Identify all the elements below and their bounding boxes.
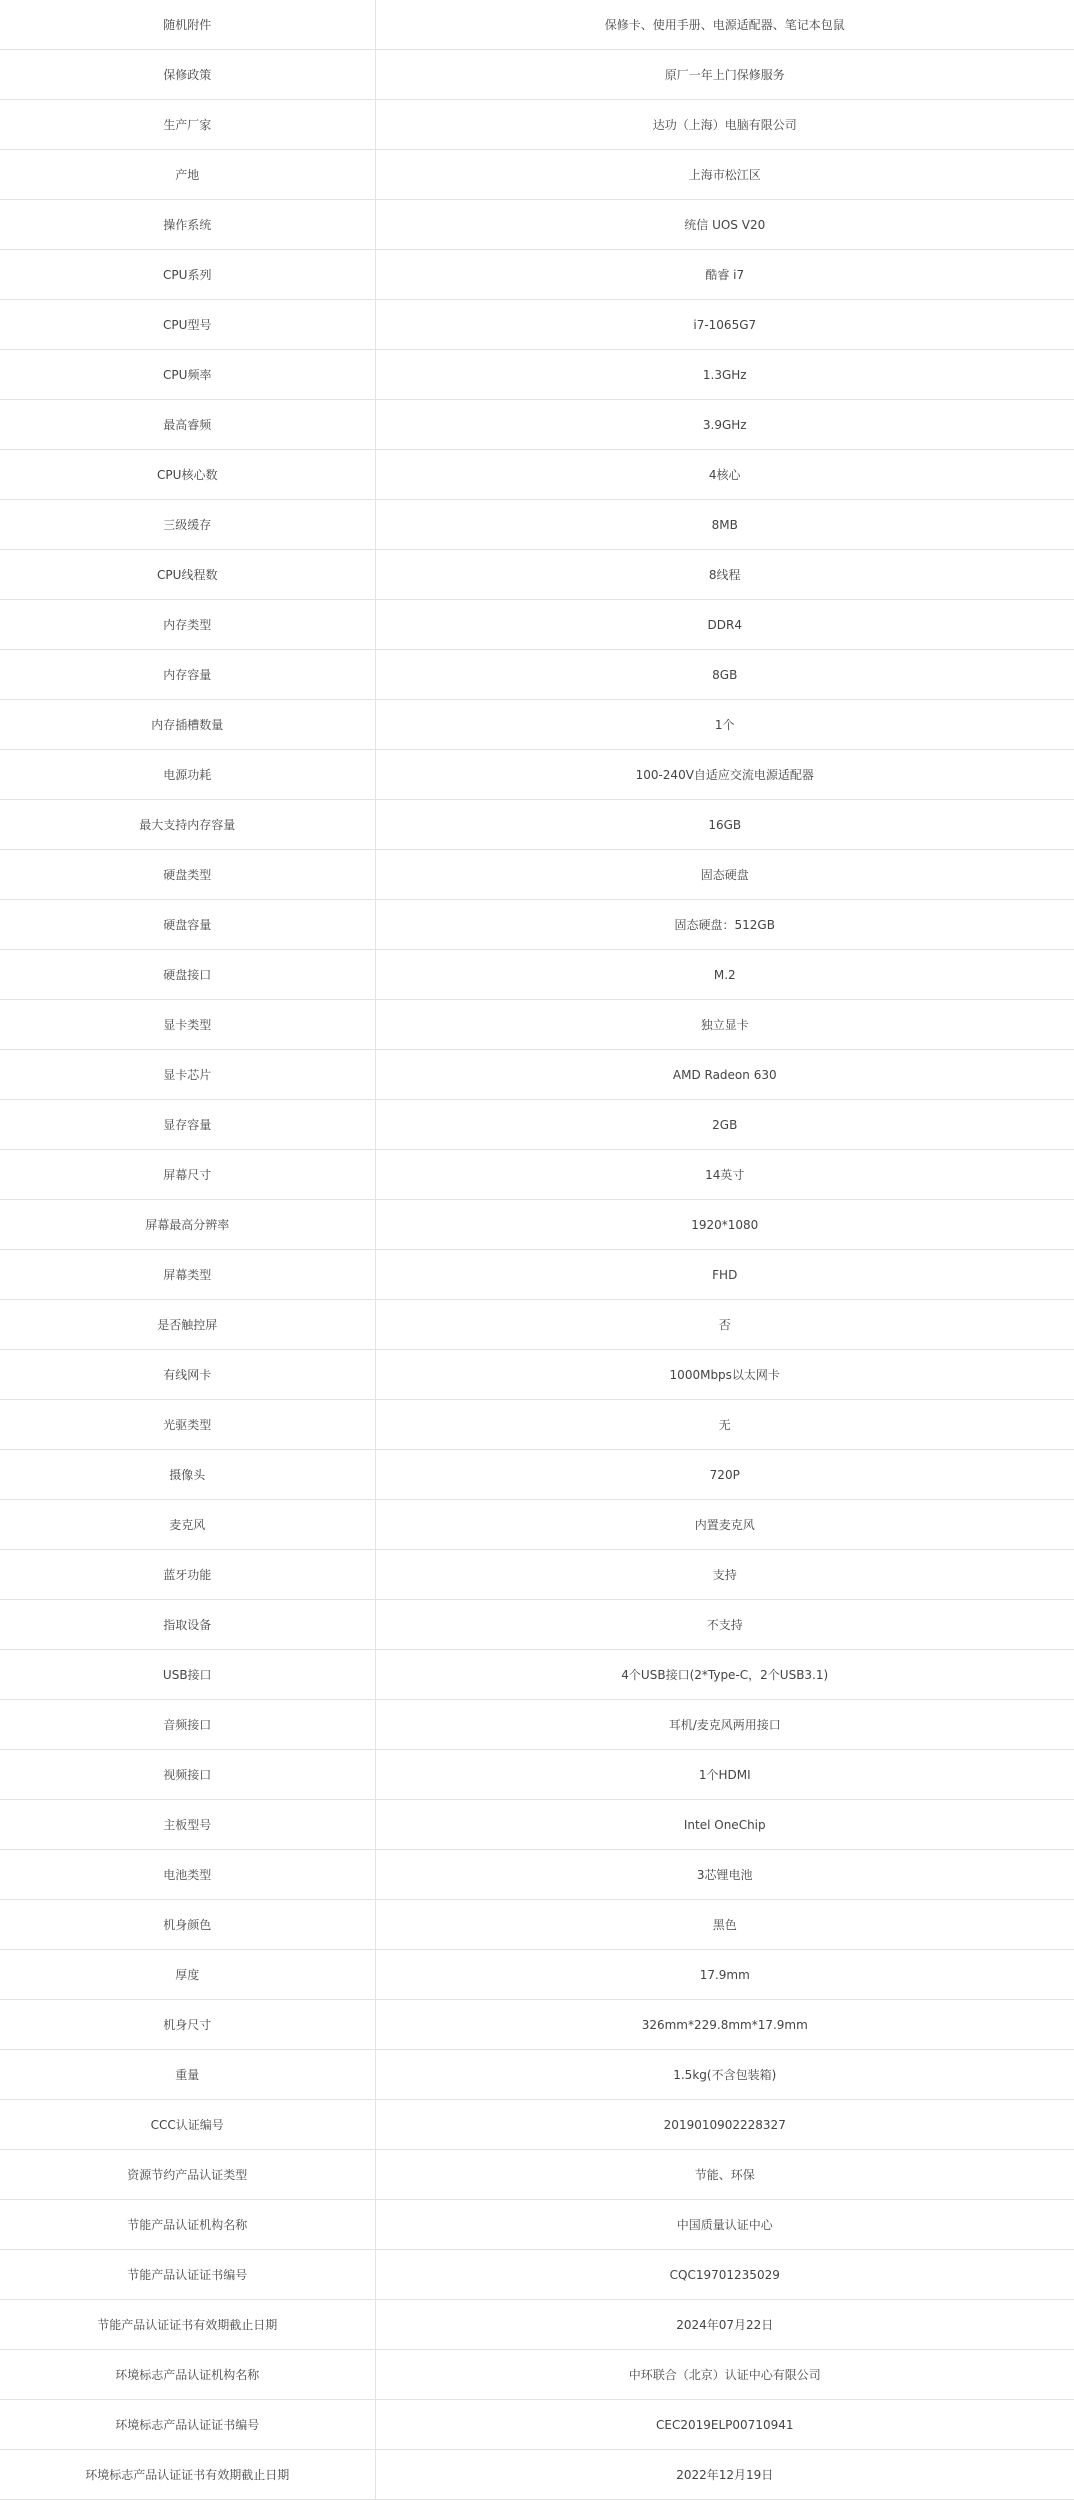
spec-row [0, 500, 1074, 550]
spec-value: 100-240V自适应交流电源适配器 [375, 750, 1074, 800]
spec-row [0, 0, 1074, 50]
spec-row [0, 2200, 1074, 2250]
spec-row [0, 1000, 1074, 1050]
spec-value: 326mm*229.8mm*17.9mm [375, 2000, 1074, 2050]
spec-label: 最大支持内存容量 [0, 800, 375, 850]
spec-value: 8线程 [375, 550, 1074, 600]
spec-row [0, 1550, 1074, 1600]
spec-label: 主板型号 [0, 1800, 375, 1850]
spec-label: 机身颜色 [0, 1900, 375, 1950]
spec-value: AMD Radeon 630 [375, 1050, 1074, 1100]
spec-value: 3.9GHz [375, 400, 1074, 450]
spec-label: CPU型号 [0, 300, 375, 350]
spec-value: 达功（上海）电脑有限公司 [375, 100, 1074, 150]
spec-value: 1.3GHz [375, 350, 1074, 400]
spec-value: 不支持 [375, 1600, 1074, 1650]
spec-row [0, 1850, 1074, 1900]
spec-row [0, 1250, 1074, 1300]
spec-value: 8MB [375, 500, 1074, 550]
spec-label: 三级缓存 [0, 500, 375, 550]
spec-row [0, 800, 1074, 850]
spec-row [0, 1350, 1074, 1400]
spec-value: 支持 [375, 1550, 1074, 1600]
spec-row [0, 1100, 1074, 1150]
spec-value: 中国质量认证中心 [375, 2200, 1074, 2250]
spec-label: 节能产品认证机构名称 [0, 2200, 375, 2250]
spec-row [0, 600, 1074, 650]
spec-row [0, 250, 1074, 300]
spec-row [0, 650, 1074, 700]
spec-label: 视频接口 [0, 1750, 375, 1800]
spec-label: 电池类型 [0, 1850, 375, 1900]
spec-row [0, 850, 1074, 900]
spec-row [0, 1300, 1074, 1350]
spec-label: 音频接口 [0, 1700, 375, 1750]
spec-row [0, 750, 1074, 800]
spec-value: CEC2019ELP00710941 [375, 2400, 1074, 2450]
spec-value: CQC19701235029 [375, 2250, 1074, 2300]
spec-row [0, 350, 1074, 400]
spec-row [0, 1800, 1074, 1850]
spec-value: 否 [375, 1300, 1074, 1350]
spec-label: 是否触控屏 [0, 1300, 375, 1350]
spec-row [0, 1400, 1074, 1450]
spec-row [0, 1750, 1074, 1800]
spec-label: 硬盘类型 [0, 850, 375, 900]
spec-row [0, 1050, 1074, 1100]
spec-label: 麦克风 [0, 1500, 375, 1550]
spec-label: USB接口 [0, 1650, 375, 1700]
spec-value: 16GB [375, 800, 1074, 850]
spec-value: 固态硬盘：512GB [375, 900, 1074, 950]
spec-value: 保修卡、使用手册、电源适配器、笔记本包鼠 [375, 0, 1074, 50]
spec-label: 厚度 [0, 1950, 375, 2000]
spec-label: 指取设备 [0, 1600, 375, 1650]
spec-value: Intel OneChip [375, 1800, 1074, 1850]
spec-value: 固态硬盘 [375, 850, 1074, 900]
spec-label: 环境标志产品认证证书编号 [0, 2400, 375, 2450]
spec-row [0, 1450, 1074, 1500]
spec-label: 重量 [0, 2050, 375, 2100]
spec-row [0, 2250, 1074, 2300]
spec-row [0, 1500, 1074, 1550]
spec-label: 生产厂家 [0, 100, 375, 150]
spec-label: CPU核心数 [0, 450, 375, 500]
spec-label: 电源功耗 [0, 750, 375, 800]
spec-row [0, 1900, 1074, 1950]
spec-label: 内存插槽数量 [0, 700, 375, 750]
spec-value: 4核心 [375, 450, 1074, 500]
spec-value: 14英寸 [375, 1150, 1074, 1200]
spec-row [0, 2000, 1074, 2050]
spec-label: 内存类型 [0, 600, 375, 650]
spec-label: 显存容量 [0, 1100, 375, 1150]
spec-row [0, 2150, 1074, 2200]
spec-value: 上海市松江区 [375, 150, 1074, 200]
spec-label: 有线网卡 [0, 1350, 375, 1400]
spec-value: 无 [375, 1400, 1074, 1450]
spec-row [0, 100, 1074, 150]
spec-label: 产地 [0, 150, 375, 200]
spec-label: 屏幕最高分辨率 [0, 1200, 375, 1250]
spec-label: 显卡类型 [0, 1000, 375, 1050]
spec-value: 内置麦克风 [375, 1500, 1074, 1550]
spec-value: 中环联合（北京）认证中心有限公司 [375, 2350, 1074, 2400]
spec-label: 保修政策 [0, 50, 375, 100]
spec-row [0, 550, 1074, 600]
spec-value: 4个USB接口(2*Type-C，2个USB3.1) [375, 1650, 1074, 1700]
spec-label: 蓝牙功能 [0, 1550, 375, 1600]
spec-row [0, 50, 1074, 100]
spec-row [0, 1950, 1074, 2000]
spec-row [0, 400, 1074, 450]
spec-row [0, 1600, 1074, 1650]
spec-label: 机身尺寸 [0, 2000, 375, 2050]
spec-row [0, 150, 1074, 200]
spec-row [0, 2400, 1074, 2450]
spec-value: 2GB [375, 1100, 1074, 1150]
spec-value: 1个 [375, 700, 1074, 750]
spec-label: 节能产品认证证书有效期截止日期 [0, 2300, 375, 2350]
spec-row [0, 2100, 1074, 2150]
spec-value: 2024年07月22日 [375, 2300, 1074, 2350]
spec-value: 原厂一年上门保修服务 [375, 50, 1074, 100]
spec-value: 2022年12月19日 [375, 2450, 1074, 2500]
spec-row [0, 2300, 1074, 2350]
spec-row [0, 1200, 1074, 1250]
spec-value: M.2 [375, 950, 1074, 1000]
spec-value: DDR4 [375, 600, 1074, 650]
spec-label: 摄像头 [0, 1450, 375, 1500]
spec-label: 内存容量 [0, 650, 375, 700]
spec-value: 1920*1080 [375, 1200, 1074, 1250]
spec-label: 显卡芯片 [0, 1050, 375, 1100]
spec-label: 资源节约产品认证类型 [0, 2150, 375, 2200]
spec-value: 黑色 [375, 1900, 1074, 1950]
spec-label: 屏幕类型 [0, 1250, 375, 1300]
spec-label: CPU线程数 [0, 550, 375, 600]
spec-row [0, 300, 1074, 350]
spec-value: 1个HDMI [375, 1750, 1074, 1800]
spec-value: 1000Mbps以太网卡 [375, 1350, 1074, 1400]
spec-value: 酷睿 i7 [375, 250, 1074, 300]
spec-label: 最高睿频 [0, 400, 375, 450]
spec-label: 环境标志产品认证证书有效期截止日期 [0, 2450, 375, 2500]
spec-row [0, 2350, 1074, 2400]
spec-value: 1.5kg(不含包装箱) [375, 2050, 1074, 2100]
spec-row [0, 1150, 1074, 1200]
spec-value: 节能、环保 [375, 2150, 1074, 2200]
spec-row [0, 1700, 1074, 1750]
spec-value: FHD [375, 1250, 1074, 1300]
spec-value: 统信 UOS V20 [375, 200, 1074, 250]
spec-row [0, 950, 1074, 1000]
spec-label: 硬盘接口 [0, 950, 375, 1000]
spec-label: 随机附件 [0, 0, 375, 50]
spec-label: 光驱类型 [0, 1400, 375, 1450]
spec-label: 硬盘容量 [0, 900, 375, 950]
spec-value: 独立显卡 [375, 1000, 1074, 1050]
spec-value: i7-1065G7 [375, 300, 1074, 350]
spec-row [0, 2050, 1074, 2100]
spec-row [0, 2450, 1074, 2500]
spec-label: 屏幕尺寸 [0, 1150, 375, 1200]
spec-label: 环境标志产品认证机构名称 [0, 2350, 375, 2400]
spec-value: 8GB [375, 650, 1074, 700]
spec-value: 3芯锂电池 [375, 1850, 1074, 1900]
spec-row [0, 450, 1074, 500]
spec-value: 720P [375, 1450, 1074, 1500]
spec-row [0, 700, 1074, 750]
spec-label: CCC认证编号 [0, 2100, 375, 2150]
spec-row [0, 200, 1074, 250]
spec-row [0, 900, 1074, 950]
spec-label: CPU频率 [0, 350, 375, 400]
spec-value: 17.9mm [375, 1950, 1074, 2000]
spec-label: CPU系列 [0, 250, 375, 300]
spec-value: 耳机/麦克风两用接口 [375, 1700, 1074, 1750]
spec-row [0, 1650, 1074, 1700]
spec-label: 节能产品认证证书编号 [0, 2250, 375, 2300]
spec-value: 2019010902228327 [375, 2100, 1074, 2150]
spec-label: 操作系统 [0, 200, 375, 250]
